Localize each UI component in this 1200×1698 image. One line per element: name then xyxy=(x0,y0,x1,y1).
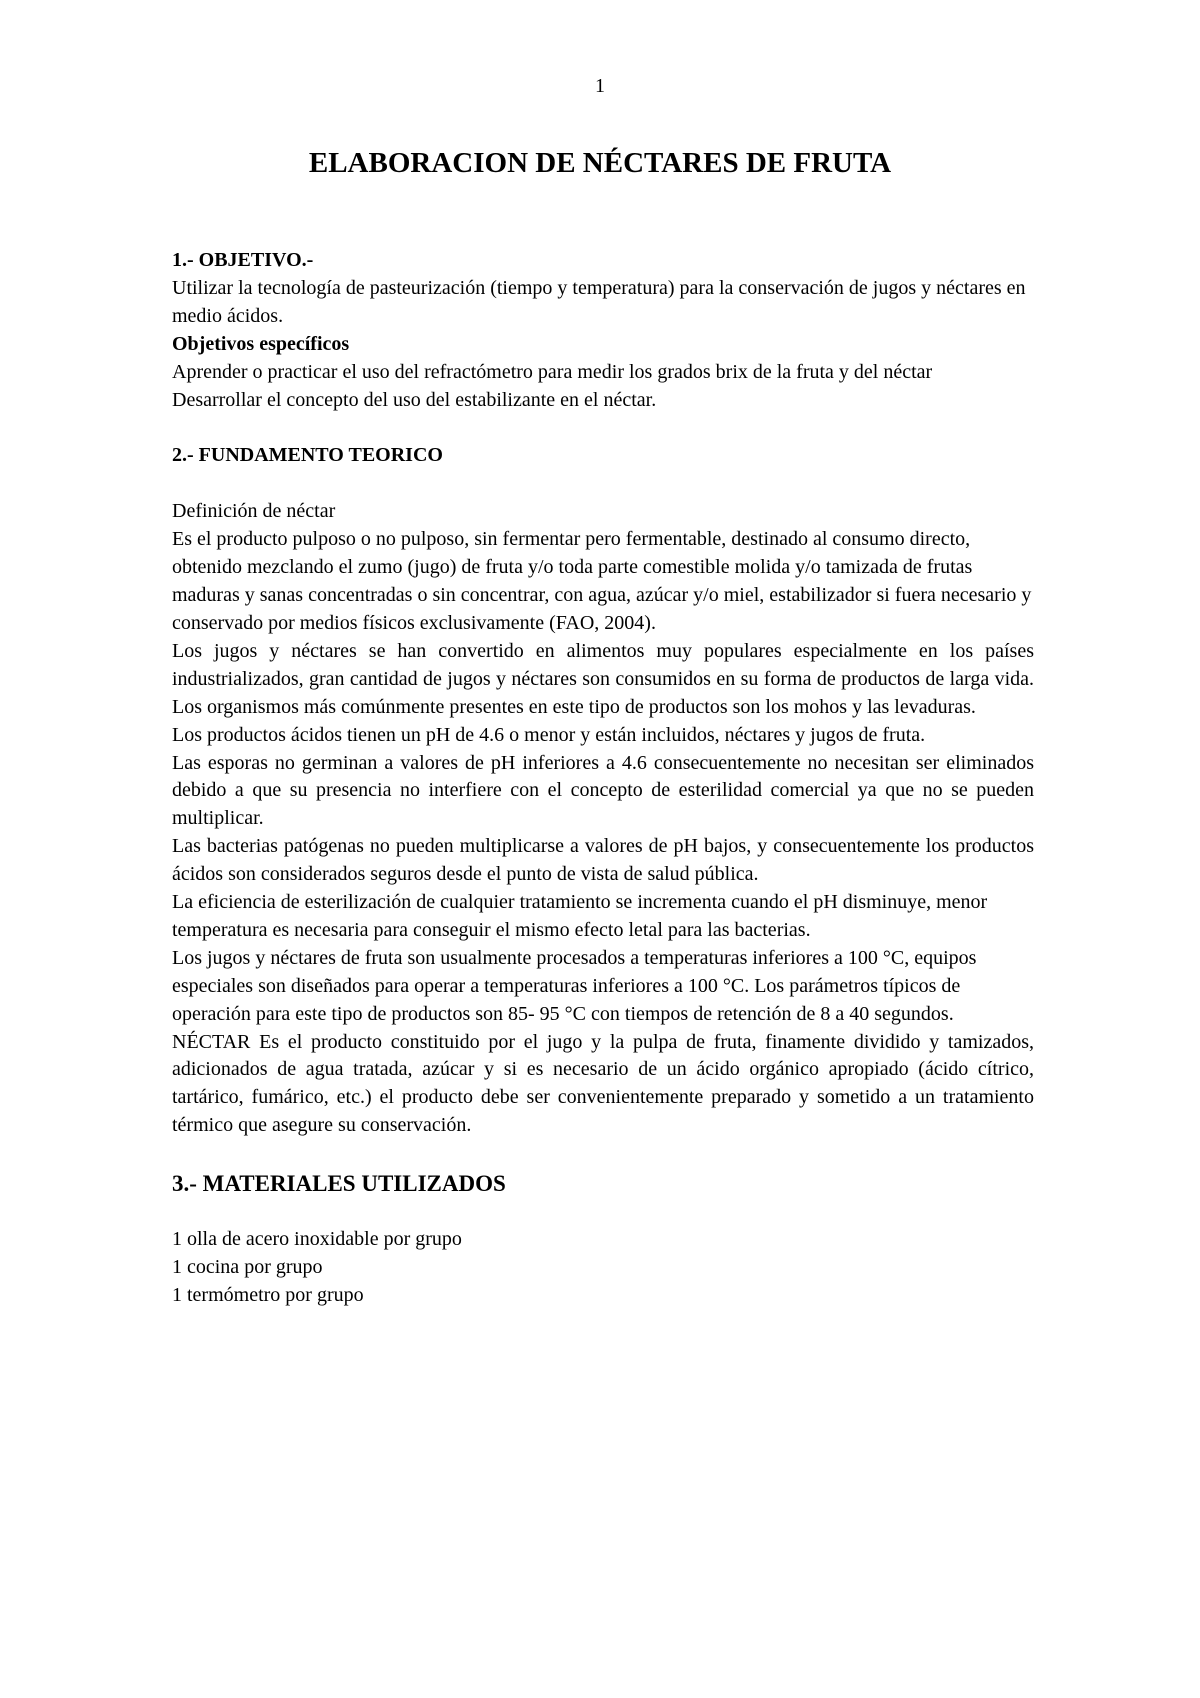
spacer xyxy=(172,1140,1034,1170)
materials-item: 1 olla de acero inoxidable por grupo xyxy=(172,1228,462,1251)
section-1-intro: Utilizar la tecnología de pasteurización (tiempo y temperatura) para la conservación de jugos y néctares en medio ácidos. xyxy=(172,276,1026,327)
document-body xyxy=(172,247,1034,1310)
section-2-heading: 2.- FUNDAMENTO TEORICO xyxy=(172,444,443,467)
body-paragraph: Las bacterias patógenas no pueden multiplicarse a valores de pH bajos, y consecuentemente los productos ácidos son considerados seguros desde el punto de vista de salud pública. xyxy=(172,835,1034,886)
body-paragraph: La eficiencia de esterilización de cualquier tratamiento se incrementa cuando el pH disminuye, menor temperatura es necesaria para conseguir el mismo efecto letal para las bacterias. xyxy=(172,891,988,941)
body-paragraph: Las esporas no germinan a valores de pH inferiores a 4.6 consecuentemente no necesitan ser eliminados debido a que su presencia no interfiere con el concepto de esterilidad comercial ya que no se pueden multiplicar. xyxy=(172,751,1034,830)
body-paragraph: Es el producto pulposo o no pulposo, sin fermentar pero fermentable, destinado al consumo directo, obtenido mezclando el zumo (jugo) de fruta y/o toda parte comestible molida y/o tamizada de frutas maduras y sanas concentradas o sin concentrar, con agua, azúcar y/o miel, estabilizador si fuera necesario y conservado por medios físicos exclusivamente (FAO, 2004). xyxy=(172,528,1032,634)
section-1-heading: 1.- OBJETIVO.- xyxy=(172,249,314,271)
definition-label: Definición de néctar xyxy=(172,500,336,523)
body-paragraph: Los jugos y néctares se han convertido en alimentos muy populares especialmente en los países industrializados, gran cantidad de jugos y néctares son consumidos en su forma de productos de larga vida. Los organismos más comúnmente presentes en este tipo de productos son los mohos y las levaduras. xyxy=(172,639,1034,718)
document-title: ELABORACION DE NÉCTARES DE FRUTA xyxy=(308,147,892,179)
body-paragraph: Los jugos y néctares de fruta son usualmente procesados a temperaturas inferiores a 100 °C, equipos especiales son diseñados para operar a temperaturas inferiores a 100 °C. Los parámetros típicos de operación para este tipo de productos son 85- 95 °C con tiempos de retención de 8 a 40 segundos. xyxy=(172,946,977,1025)
objective-item: Desarrollar el concepto del uso del estabilizante en el néctar. xyxy=(172,388,657,411)
spacer xyxy=(172,470,1034,498)
materials-item: 1 termómetro por grupo xyxy=(172,1283,364,1306)
spacer xyxy=(172,1198,1034,1226)
section-3-heading: 3.- MATERIALES UTILIZADOS xyxy=(172,1171,506,1197)
page-number: 1 xyxy=(595,75,605,97)
section-1-subheading: Objetivos específicos xyxy=(172,332,350,355)
spacer xyxy=(172,414,1034,442)
objective-item: Aprender o practicar el uso del refractómetro para medir los grados brix de la fruta y del néctar xyxy=(172,360,933,383)
body-paragraph: NÉCTAR Es el producto constituido por el jugo y la pulpa de fruta, finamente dividido y tamizados, adicionados de agua tratada, azúcar y si es necesario de un ácido orgánico apropiado (ácido cítrico, tartárico, fumárico, etc.) el producto debe ser convenientemente preparado y sometido a un tratamiento térmico que asegure su conservación. xyxy=(172,1030,1034,1137)
materials-item: 1 cocina por grupo xyxy=(172,1256,323,1278)
body-paragraph: Los productos ácidos tienen un pH de 4.6 o menor y están incluidos, néctares y jugos de fruta. xyxy=(172,723,926,746)
